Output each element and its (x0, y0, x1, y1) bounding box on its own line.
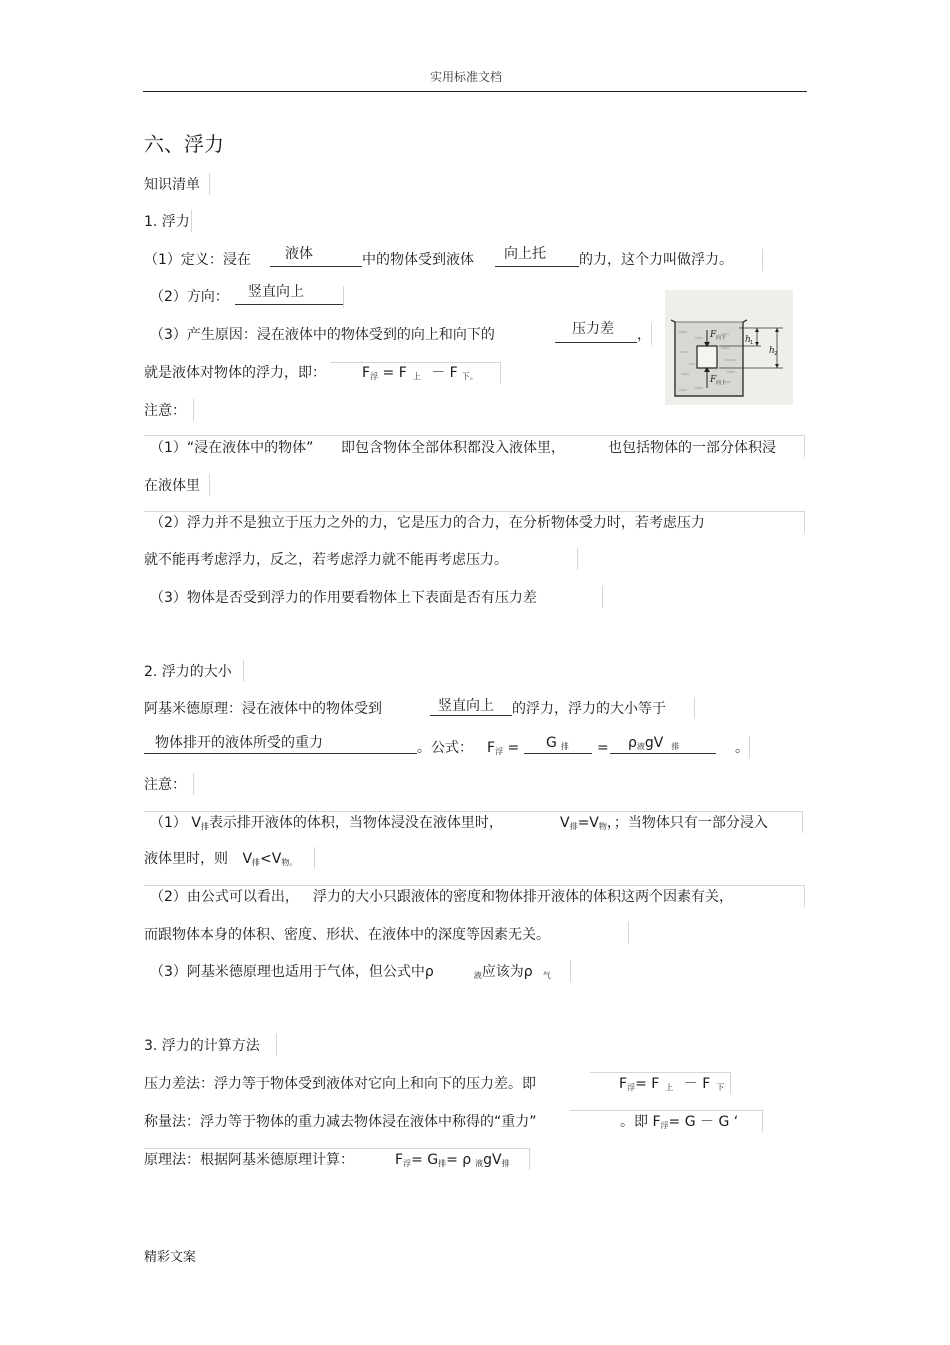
margin-mark (570, 1110, 762, 1111)
margin-mark (802, 811, 803, 833)
margin-mark (144, 811, 802, 812)
margin-mark (762, 249, 763, 271)
f-down-label: F (710, 330, 717, 340)
margin-mark (144, 885, 804, 886)
definition-answer-1: 液体 (285, 246, 313, 262)
method-pressure-difference: 压力差法：浮力等于物体受到液体对它向上和向下的压力差。即 (144, 1076, 536, 1092)
s1-title: 1. 浮力 (144, 214, 190, 230)
margin-mark (570, 960, 571, 982)
answer-underline (270, 266, 362, 267)
margin-mark (314, 847, 315, 869)
s2-note2-part-a: （2）由公式可以看出， (150, 889, 299, 905)
answer-underline (524, 753, 592, 754)
margin-mark (193, 399, 194, 421)
archimedes-answer-1: 竖直向上 (438, 698, 494, 714)
pressure-difference-formula: $F_浮 = F$ $_上$ － F $_{下。}$ (362, 365, 478, 381)
margin-mark (209, 173, 210, 195)
method1-formula: $F_浮= F$ $_上$ － F $_下$ (619, 1076, 725, 1092)
archimedes-suffix: 的浮力，浮力的大小等于 (512, 701, 666, 717)
list-title: 知识清单 (144, 177, 200, 193)
f-down-sub: 向下 (716, 335, 727, 341)
s3-title: 3. 浮力的计算方法 (144, 1038, 260, 1054)
margin-mark (749, 736, 750, 758)
method3-formula: $F_浮= G_排= \rho$ $_液gV_排$ (395, 1152, 510, 1168)
note-label: 注意： (144, 403, 186, 419)
note1-part-d: 在液体里 (144, 478, 200, 494)
formula-answer-rho: $\rho_液gV$ $_排$ (628, 735, 680, 751)
s2-note3: （3）阿基米德原理也适用于气体，但公式中ρ $_液$应该为ρ $_气$ (150, 964, 551, 980)
note-label: 注意： (144, 777, 186, 793)
s2-note1-v-eq: $V_排=V_物$，；当物体只有一部分浸入 (560, 815, 768, 831)
definition-prefix: （1）定义：浸在 (144, 252, 251, 268)
cause-answer: 压力差 (572, 321, 614, 337)
margin-mark (804, 435, 805, 457)
margin-mark (330, 362, 500, 363)
margin-mark (651, 323, 652, 345)
s2-note1-line2: 液体里时，则 $V_排<V_{物。}$ (144, 851, 298, 867)
margin-mark (602, 586, 603, 608)
archimedes-answer-2: 物体排开的液体所受的重力 (155, 735, 323, 751)
margin-mark (529, 1148, 530, 1170)
note2-line2: 就不能再考虑浮力，反之，若考虑浮力就不能再考虑压力。 (144, 552, 508, 568)
margin-mark (628, 922, 629, 944)
margin-mark (804, 511, 805, 533)
note1-part-a: （1）“浸在液体中的物体” (150, 440, 314, 456)
s2-note1-line1: （1） $V_排$表示排开液体的体积，当物体浸没在液体里时， (150, 815, 503, 831)
note1-part-c: 也包括物体的一部分体积浸 (608, 440, 776, 456)
direction-answer: 竖直向上 (248, 284, 304, 300)
margin-mark (144, 1148, 529, 1149)
s2-title: 2. 浮力的大小 (144, 664, 232, 680)
margin-mark (191, 210, 192, 232)
h2-label: h (769, 346, 775, 356)
margin-mark (144, 435, 804, 436)
definition-answer-2: 向上托 (504, 246, 546, 262)
buoyancy-diagram (665, 290, 793, 405)
cause-comma: ， (637, 327, 651, 343)
margin-mark (694, 697, 695, 719)
direction-prefix: （2）方向： (150, 289, 229, 305)
cause-prefix: （3）产生原因：浸在液体中的物体受到的向上和向下的 (150, 327, 495, 343)
page-footer: 精彩文案 (144, 1250, 197, 1265)
h2-sub: 2 (774, 351, 778, 357)
margin-mark (730, 1072, 731, 1094)
margin-mark (243, 660, 244, 682)
archimedes-prefix: 阿基米德原理：浸在液体中的物体受到 (144, 701, 382, 717)
answer-underline (555, 342, 637, 343)
margin-mark (590, 1072, 730, 1073)
cause-line2: 就是液体对物体的浮力，即： (144, 365, 326, 381)
answer-underline (430, 715, 512, 716)
formula-eq2: = (597, 740, 609, 756)
answer-underline (495, 266, 579, 267)
f-up-label: F (710, 375, 717, 385)
s2-note2-part-b: 浮力的大小只跟液体的密度和物体排开液体的体积这两个因素有关， (313, 889, 733, 905)
margin-mark (144, 511, 804, 512)
margin-mark (577, 548, 578, 570)
h1-label: h (745, 335, 751, 345)
formula-label: 。公式： (417, 740, 473, 756)
page-header: 实用标准文档 (430, 70, 503, 84)
formula-answer-g: G $_排$ (546, 735, 569, 751)
definition-mid: 中的物体受到液体 (362, 252, 474, 268)
note2-line1: （2）浮力并不是独立于压力之外的力，它是压力的合力，在分析物体受力时，若考虑压力 (150, 515, 705, 531)
h1-sub: 1 (750, 340, 754, 346)
margin-mark (804, 885, 805, 907)
answer-underline (144, 753, 417, 754)
method-weighing: 称量法：浮力等于物体的重力减去物体浸在液体中称得的“重力” (144, 1114, 537, 1130)
answer-underline (610, 753, 716, 754)
s2-note2-line2: 而跟物体本身的体积、密度、形状、在液体中的深度等因素无关。 (144, 927, 550, 943)
section-heading: 六、浮力 (144, 132, 224, 156)
margin-mark (762, 1110, 763, 1132)
answer-underline (235, 304, 343, 305)
archimedes-formula: $F_浮$ = (487, 740, 520, 756)
method2-formula: 。即 $F_浮= G - G$ ‘ (620, 1114, 739, 1130)
method-archimedes: 原理法：根据阿基米德原理计算： (144, 1152, 354, 1168)
formula-end: 。 (735, 740, 749, 756)
f-up-sub: 向上 (716, 380, 727, 386)
buoyancy-diagram-svg (665, 290, 793, 405)
margin-mark (209, 474, 210, 496)
note3: （3）物体是否受到浮力的作用要看物体上下表面是否有压力差 (150, 590, 537, 606)
margin-mark (343, 286, 344, 308)
note1-part-b: 即包含物体全部体积都没入液体里， (341, 440, 565, 456)
definition-suffix: 的力，这个力叫做浮力。 (579, 252, 733, 268)
margin-mark (193, 773, 194, 795)
header-rule (143, 91, 807, 92)
margin-mark (500, 362, 501, 384)
margin-mark (276, 1034, 277, 1056)
